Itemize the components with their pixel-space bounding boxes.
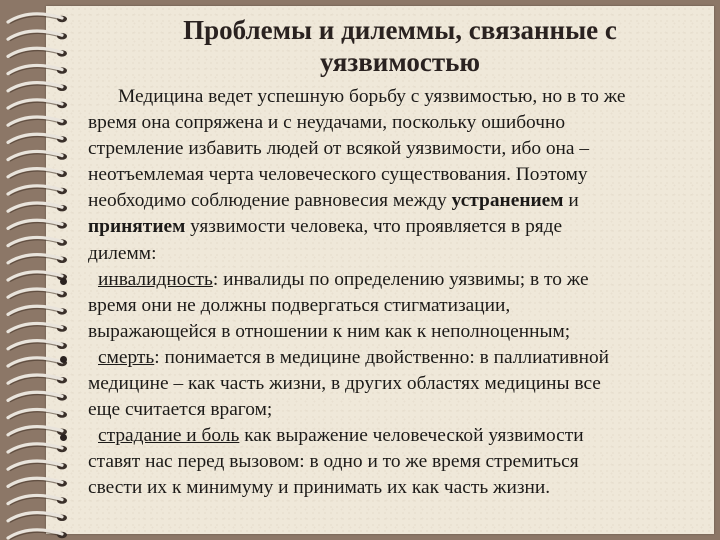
text-span: и: [563, 190, 579, 212]
text-line: [88, 345, 700, 371]
text-span: как выражение человеческой уязвимости: [239, 425, 584, 447]
intro-paragraph: [88, 84, 700, 267]
text-line: [88, 423, 700, 449]
bullet-dot: [60, 356, 67, 363]
slide-body: [88, 84, 700, 502]
term-suffering-pain: страдание и боль: [98, 425, 240, 447]
bold-term-acceptance: принятием: [88, 216, 186, 238]
title-line-1: Проблемы и дилеммы, связанные с: [183, 15, 617, 45]
list-item: [88, 345, 700, 423]
bullet-dot: [60, 434, 67, 441]
bold-term-elimination: устранением: [451, 190, 564, 212]
text-line: дилемм:: [88, 242, 157, 264]
text-line: медицине – как часть жизни, в других областях медицины все: [88, 373, 601, 395]
text-line: ставят нас перед вызовом: в одно и то же время стремиться: [88, 451, 579, 473]
text-line: стремление избавить людей от всякой уязвимости, ибо она –: [88, 138, 590, 160]
text-line: [88, 188, 700, 214]
list-item: [88, 423, 700, 501]
text-span: : понимается в медицине двойственно: в паллиативной: [154, 346, 610, 368]
title-line-2: уязвимостью: [319, 47, 481, 77]
slide-title: [120, 14, 680, 78]
text-line: время они не должны подвергаться стигматизации,: [88, 294, 511, 316]
text-line: выражающейся в отношении к ним как к неполноценным;: [88, 320, 571, 342]
text-span: уязвимости человека, что проявляется в ряде: [185, 216, 563, 238]
text-line: свести их к минимуму и принимать их как часть жизни.: [88, 477, 551, 499]
text-line: еще считается врагом;: [88, 399, 273, 421]
spiral-binding: [0, 0, 80, 540]
bullet-dot: [60, 278, 67, 285]
text-span: : инвалиды по определению уязвимы; в то же: [212, 268, 589, 290]
text-line: время она сопряжена и с неудачами, поскольку ошибочно: [88, 112, 566, 134]
text-line: [88, 214, 700, 240]
term-disability: инвалидность: [98, 268, 213, 290]
text-line: неотъемлемая черта человеческого существования. Поэтому: [88, 164, 588, 186]
term-death: смерть: [98, 346, 155, 368]
list-item: [88, 267, 700, 345]
text-line: [88, 267, 700, 293]
text-line: Медицина ведет успешную борьбу с уязвимостью, но в то же: [118, 86, 626, 107]
text-span: необходимо соблюдение равновесия между: [88, 190, 452, 212]
